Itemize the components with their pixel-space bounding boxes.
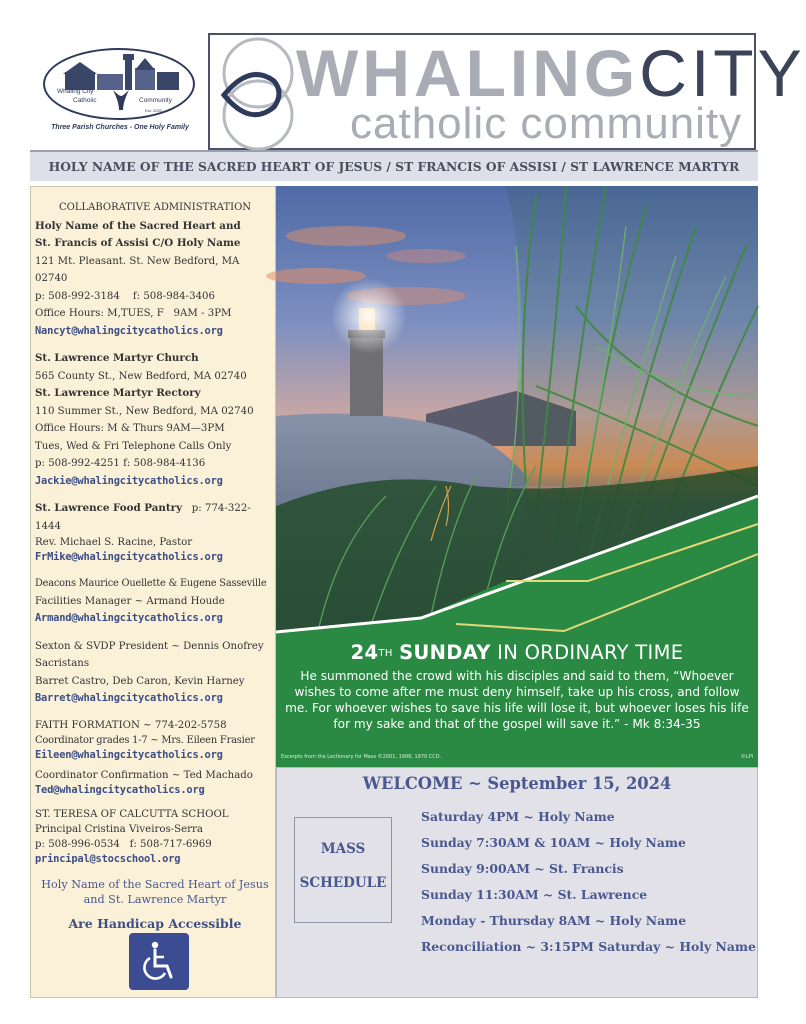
- holy-name-phone: p: 508-992-3184: [35, 290, 120, 302]
- sacristans-names: Barret Castro, Deb Caron, Kevin Harney: [35, 675, 245, 687]
- mass-times-list: [421, 804, 756, 960]
- accessible-line1: Holy Name of the Sacred Heart of Jesus: [41, 877, 269, 891]
- holy-name-fax: f: 508-984-3406: [132, 290, 216, 302]
- st-lawrence-rectory-address: 110 Summer St., New Bedford, MA 02740: [35, 405, 254, 417]
- oval-frame: [43, 48, 195, 120]
- trinity-knot-icon: [210, 35, 310, 148]
- sexton-svdp: Sexton & SVDP President ~ Dennis Onofrey: [35, 640, 264, 652]
- food-pantry-line: [35, 500, 275, 535]
- sunday-word: SUNDAY: [399, 641, 491, 664]
- wordmark-subtitle: catholic community: [350, 99, 743, 148]
- oval-logo-line2: Catholic: [73, 97, 97, 104]
- holy-name-title-2: St. Francis of Assisi C/O Holy Name: [35, 237, 241, 249]
- church-skyline-icon: [45, 50, 193, 118]
- oval-logo-tagline: Three Parish Churches - One Holy Family: [51, 124, 189, 131]
- sidebar-heading: COLLABORATIVE ADMINISTRATION: [58, 202, 252, 213]
- whaling-city-oval-logo: [40, 44, 200, 139]
- lighthouse-photo: [276, 186, 758, 640]
- school-principal: Principal Cristina Viveiros-Serra: [35, 823, 203, 835]
- publisher-credit: ©LPi: [740, 754, 753, 760]
- oval-logo-line1: Whaling City: [57, 88, 94, 95]
- mass-schedule-label-box: [294, 817, 392, 923]
- st-lawrence-hours: Office Hours: M & Thurs 9AM—3PM: [35, 423, 225, 434]
- food-pantry-name: St. Lawrence Food Pantry: [35, 502, 183, 514]
- school-phone-fax: p: 508-996-0534 f: 508-717-6969: [35, 838, 212, 850]
- mass-time-item: Sunday 9:00AM ~ St. Francis: [421, 861, 624, 876]
- pastor-email-link[interactable]: FrMike@whalingcitycatholics.org: [35, 551, 223, 563]
- school-name: ST. TERESA OF CALCUTTA SCHOOL: [35, 808, 229, 820]
- gospel-reading-panel: [276, 640, 758, 767]
- holy-name-title-1: Holy Name of the Sacred Heart and: [35, 219, 241, 232]
- wordmark-whaling: WHALING: [296, 36, 640, 110]
- pastor-name: Rev. Michael S. Racine, Pastor: [35, 537, 193, 548]
- holy-name-email-link[interactable]: Nancyt@whalingcitycatholics.org: [35, 324, 223, 337]
- holy-name-address: 121 Mt. Pleasant. St. New Bedford, MA 02740: [35, 255, 240, 284]
- oval-logo-line3: Community: [139, 97, 172, 104]
- mass-time-item: Sunday 7:30AM & 10AM ~ Holy Name: [421, 835, 686, 850]
- st-lawrence-phone-days: Tues, Wed & Fri Telephone Calls Only: [35, 440, 232, 452]
- deacons: Deacons Maurice Ouellette & Eugene Sasseville: [35, 578, 267, 589]
- mass-time-item: Monday - Thursday 8AM ~ Holy Name: [421, 913, 687, 928]
- accessible-heading: Are Handicap Accessible: [68, 915, 242, 931]
- sacristans-email-link[interactable]: Barret@whalingcitycatholics.org: [35, 692, 223, 704]
- accessible-line2: and St. Lawrence Martyr: [83, 892, 227, 906]
- wheelchair-icon: [129, 933, 189, 990]
- mass-time-item: Reconciliation ~ 3:15PM Saturday ~ Holy Name: [421, 939, 756, 954]
- mass-schedule-panel: [276, 767, 758, 998]
- schedule-label: SCHEDULE: [299, 875, 387, 891]
- lectionary-credit: Excerpts from the Lectionary for Mass ©2001, 1998, 1970 CCD.: [281, 754, 442, 760]
- wordmark-city: CITY: [639, 36, 806, 110]
- faith-formation: FAITH FORMATION ~ 774-202-5758: [35, 719, 227, 731]
- st-lawrence-phone-fax: p: 508-992-4251 f: 508-984-4136: [35, 458, 206, 469]
- mass-time-item: Saturday 4PM ~ Holy Name: [421, 809, 615, 824]
- st-lawrence-rectory: St. Lawrence Martyr Rectory: [35, 387, 201, 399]
- mass-time-item: Sunday 11:30AM ~ St. Lawrence: [421, 887, 648, 902]
- facilities-manager: Facilities Manager ~ Armand Houde: [35, 595, 225, 607]
- facilities-email-link[interactable]: Armand@whalingcitycatholics.org: [35, 612, 223, 624]
- sunday-number: 24: [350, 641, 379, 664]
- food-pantry-phone: p: 774-322-1444: [35, 503, 251, 532]
- parish-banner: HOLY NAME OF THE SACRED HEART OF JESUS / ST FRANCIS OF ASSISI / ST LAWRENCE MARTYR: [30, 150, 758, 181]
- sacristans-label: Sacristans: [35, 658, 90, 669]
- confirmation-coordinator: Coordinator Confirmation ~ Ted Machado: [35, 769, 253, 781]
- sunday-ordinal: TH: [378, 648, 393, 659]
- holy-name-phone-fax: [35, 288, 275, 306]
- st-lawrence-email-link[interactable]: Jackie@whalingcitycatholics.org: [35, 474, 223, 487]
- welcome-heading: WELCOME ~ September 15, 2024: [362, 774, 672, 793]
- confirmation-email-link[interactable]: Ted@whalingcitycatholics.org: [35, 783, 205, 796]
- oval-logo-est: Est. 2020: [145, 108, 162, 113]
- faith-coordinator: Coordinator grades 1-7 ~ Mrs. Eileen Frasier: [35, 734, 255, 746]
- holy-name-hours: Office Hours: M,TUES, F 9AM - 3PM: [35, 308, 232, 319]
- gospel-reading-text: He summoned the crowd with his disciples and said to them, “Whoever wishes to come after me must deny himself, take up his cross, and follow me. For whoever wishes to save his life will lose it, but whoever loses his life for my sake and that of the gospel will save it.” - Mk 8:34-35: [285, 669, 749, 731]
- sunday-title: [276, 640, 758, 666]
- whaling-city-wordmark: [208, 33, 806, 150]
- school-email-link[interactable]: principal@stocschool.org: [35, 852, 181, 865]
- st-lawrence-church: St. Lawrence Martyr Church: [35, 352, 199, 364]
- sidebar-contacts: [30, 186, 276, 998]
- faith-email-link[interactable]: Eileen@whalingcitycatholics.org: [35, 748, 223, 761]
- sunday-title-rest: IN ORDINARY TIME: [497, 641, 684, 664]
- mass-label: MASS: [320, 841, 366, 857]
- st-lawrence-church-address: 565 County St., New Bedford, MA 02740: [35, 370, 247, 382]
